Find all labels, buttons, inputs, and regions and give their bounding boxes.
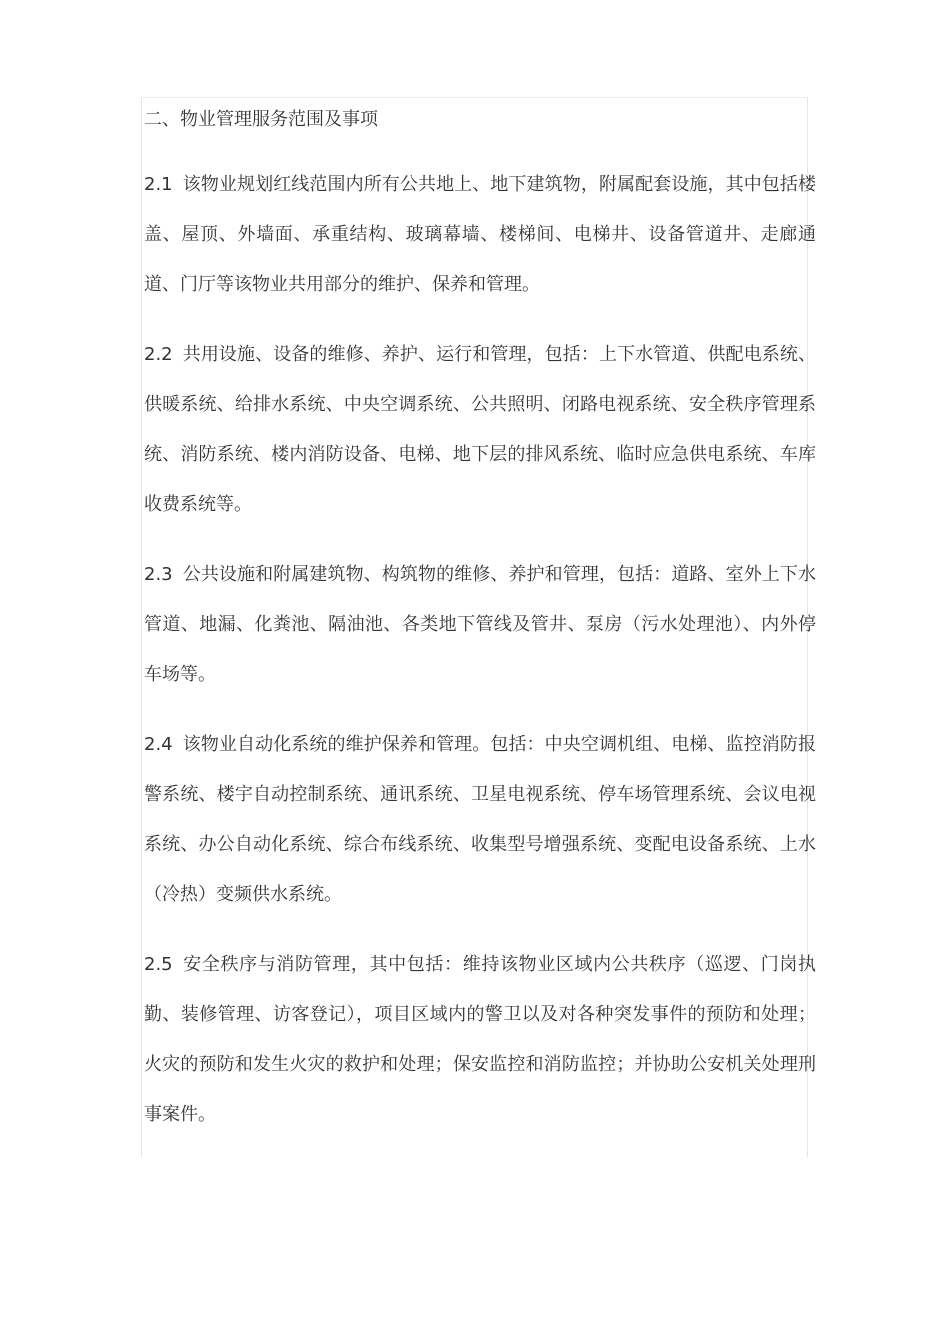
section-heading: 二、物业管理服务范围及事项 [144, 109, 378, 130]
section-number: 2.3 [144, 564, 173, 585]
section-text: 公共设施和附属建筑物、构筑物的维修、养护和管理，包括：道路、室外上下水管道、地漏、化粪池、隔油池、各类地下管线及管井、泵房（污水处理池）、内外停车场等。 [144, 564, 816, 685]
section-2-2 [144, 330, 816, 530]
section-2-5 [144, 940, 816, 1140]
section-text: 该物业自动化系统的维护保养和管理。包括：中央空调机组、电梯、监控消防报警系统、楼宇自动控制系统、通讯系统、卫星电视系统、停车场管理系统、会议电视系统、办公自动化系统、综合布线系统、收集型号增强系统、变配电设备系统、上水（冷热）变频供水系统。 [144, 734, 816, 905]
document-body [144, 100, 816, 1160]
section-number: 2.5 [144, 954, 173, 975]
section-text: 安全秩序与消防管理，其中包括：维持该物业区域内公共秩序（巡逻、门岗执勤、装修管理、访客登记），项目区域内的警卫以及对各种突发事件的预防和处理；火灾的预防和发生火灾的救护和处理；保安监控和消防监控；并协助公安机关处理刑事案件。 [144, 954, 816, 1125]
section-number: 2.2 [144, 344, 173, 365]
section-2-1 [144, 160, 816, 310]
section-2-4 [144, 720, 816, 920]
section-2-3 [144, 550, 816, 700]
section-number: 2.1 [144, 174, 173, 195]
section-text: 该物业规划红线范围内所有公共地上、地下建筑物，附属配套设施，其中包括楼盖、屋顶、外墙面、承重结构、玻璃幕墙、楼梯间、电梯井、设备管道井、走廊通道、门厅等该物业共用部分的维护、保养和管理。 [144, 174, 816, 295]
section-number: 2.4 [144, 734, 173, 755]
section-text: 共用设施、设备的维修、养护、运行和管理，包括：上下水管道、供配电系统、供暖系统、给排水系统、中央空调系统、公共照明、闭路电视系统、安全秩序管理系统、消防系统、楼内消防设备、电梯、地下层的排风系统、临时应急供电系统、车库收费系统等。 [144, 344, 816, 515]
